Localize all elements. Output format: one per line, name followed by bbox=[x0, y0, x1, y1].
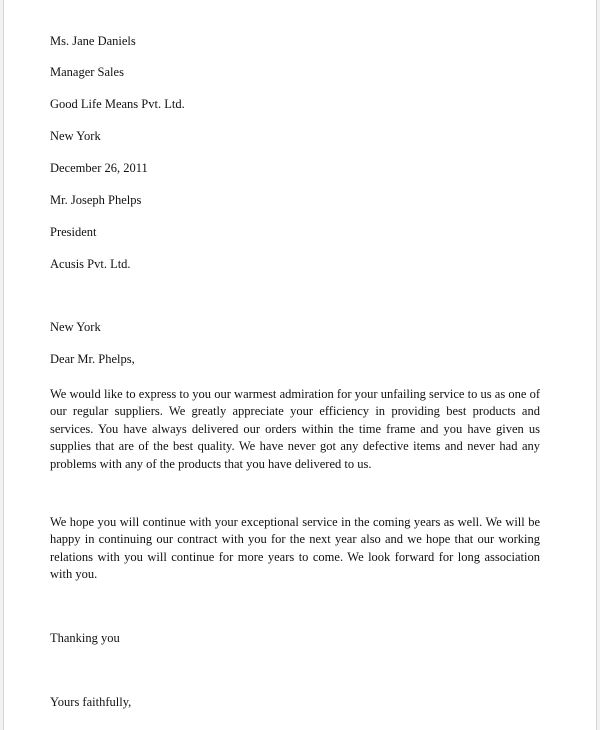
thanks-line: Thanking you bbox=[50, 631, 120, 645]
recipient-name: Mr. Joseph Phelps bbox=[50, 193, 142, 207]
letter-date: December 26, 2011 bbox=[50, 161, 148, 175]
sender-title: Manager Sales bbox=[50, 65, 124, 79]
letter-page bbox=[3, 0, 597, 730]
body-paragraph-2: We hope you will continue with your exceptional service in the coming years as well. We will be happy in continuing our contract with you for the next year also and we hope that our working relations with you will continue for more years to come. We look forward for long association with you. bbox=[50, 515, 540, 582]
sender-name: Ms. Jane Daniels bbox=[50, 34, 136, 48]
sender-company: Good Life Means Pvt. Ltd. bbox=[50, 97, 185, 111]
recipient-company: Acusis Pvt. Ltd. bbox=[50, 257, 131, 271]
recipient-title: President bbox=[50, 225, 97, 239]
sender-city: New York bbox=[50, 129, 101, 143]
recipient-city: New York bbox=[50, 320, 101, 334]
closing-line: Yours faithfully, bbox=[50, 695, 132, 709]
body-paragraph-1: We would like to express to you our warmest admiration for your unfailing service to us as one of our regular suppliers. We greatly appreciate your efficiency in providing best products and services. You have always delivered our orders within the time frame and you have given us supplies that are of the best quality. We have never got any defective items and never had any problems with any of the products that you have delivered to us. bbox=[50, 387, 540, 471]
salutation: Dear Mr. Phelps, bbox=[50, 352, 135, 366]
